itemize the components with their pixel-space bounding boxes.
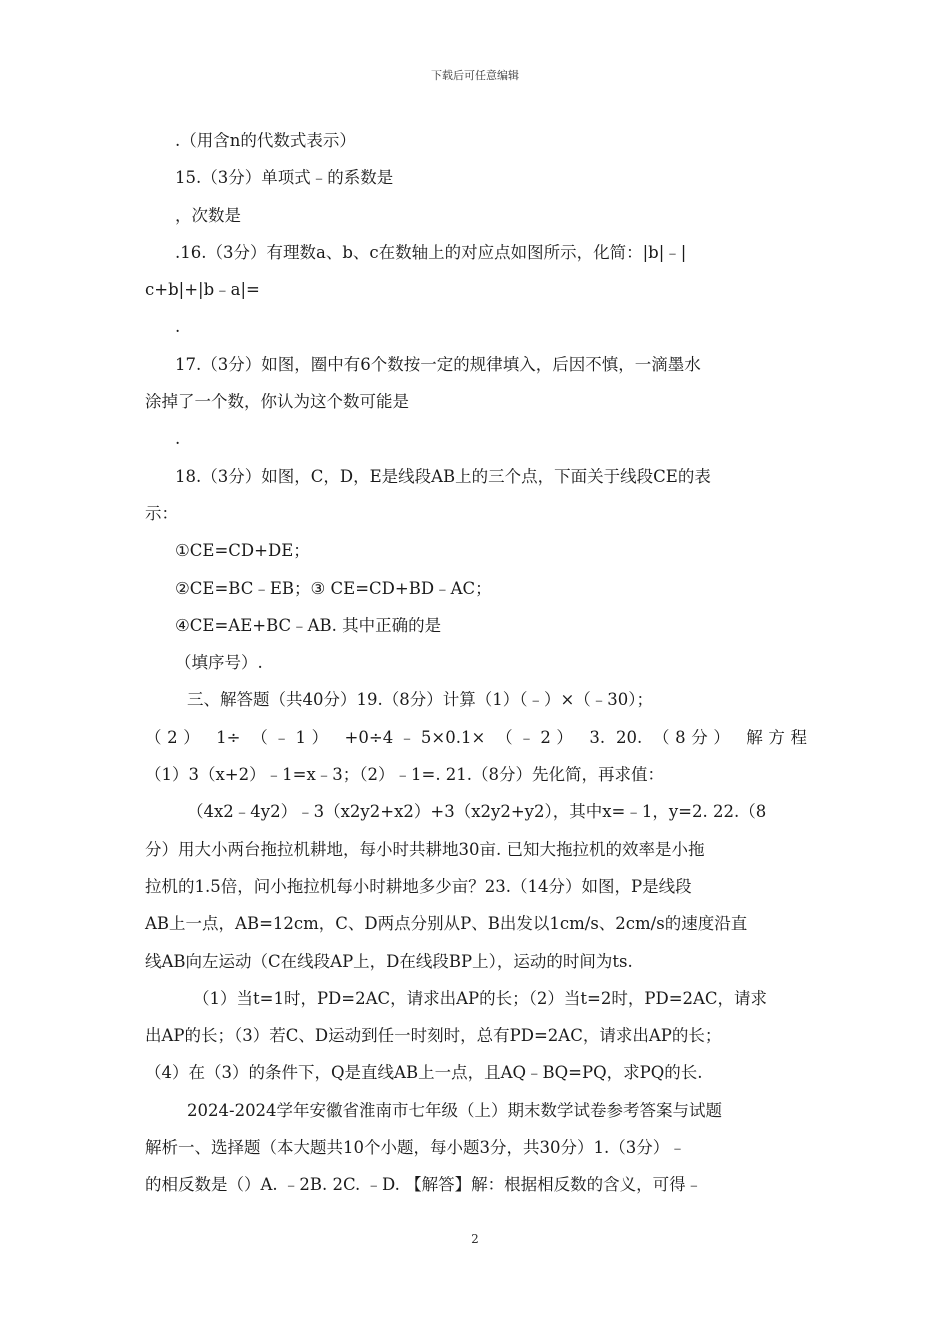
text-line: 18.（3分）如图，C，D，E是线段AB上的三个点，下面关于线段CE的表 [175,466,711,486]
text-line: 15.（3分）单项式﹣的系数是 [175,168,394,188]
text-line: 的相反数是（）A. ﹣2B. 2C. ﹣D. 【解答】解：根据相反数的含义，可得﹣ [145,1175,703,1195]
text-line: ④CE=AE+BC﹣AB. 其中正确的是 [175,615,442,635]
text-line: 示： [145,503,178,523]
text-line: AB上一点，AB=12cm，C、D两点分别从P、B出发以1cm/s、2cm/s的速度沿直 [145,914,748,934]
text-line: 分）用大小两台拖拉机耕地，每小时共耕地30亩. 已知大拖拉机的效率是小拖 [145,839,705,859]
text-line: （4）在（3）的条件下，Q是直线AB上一点，且AQ﹣BQ=PQ，求PQ的长. [145,1063,703,1083]
page-number: 2 [471,1232,479,1246]
text-line: 17.（3分）如图，圈中有6个数按一定的规律填入，后因不慎，一滴墨水 [175,354,701,374]
text-line: ②CE=BC﹣EB；③ CE=CD+BD﹣AC； [175,578,492,598]
text-line: . [175,317,181,337]
text-line: 2024-2024学年安徽省淮南市七年级（上）期末数学试卷参考答案与试题 [187,1100,723,1120]
text-line: （1）3（x+2）﹣1=x﹣3；（2）﹣1=. 21.（8分）先化简，再求值： [145,765,665,785]
text-line: ，次数是 [175,205,241,225]
text-line: .（用含n的代数式表示） [175,131,356,150]
text-line: （1）当t=1时，PD=2AC，请求出AP的长；（2）当t=2时，PD=2AC，请求 [193,988,768,1008]
document-body [145,122,807,1204]
text-line: c+b|+|b﹣a|= [145,280,260,300]
text-line: ①CE=CD+DE； [175,541,310,561]
text-line: 解析一、选择题（本大题共10个小题，每小题3分，共30分）1.（3分）﹣ [145,1138,686,1158]
text-line: . [175,429,181,449]
text-line: 拉机的1.5倍，问小拖拉机每小时耕地多少亩？23.（14分）如图，P是线段 [145,876,692,896]
text-line: 线AB向左运动（C在线段AP上，D在线段BP上），运动的时间为ts. [145,951,633,971]
text-line: （填序号）. [175,653,263,673]
text-line: （2） 1÷ （﹣1） +0÷4﹣5×0.1× （﹣2） 3. 20. （8分） 解方程 [145,727,807,747]
text-line: 出AP的长；（3）若C、D运动到任一时刻时，总有PD=2AC，请求出AP的长； [145,1026,722,1046]
text-line: （4x2﹣4y2）﹣3（x2y2+x2）+3（x2y2+y2），其中x=﹣1，y=2. 22.（8 [187,802,767,822]
text-line: 涂掉了一个数，你认为这个数可能是 [145,392,409,412]
text-line: 三、解答题（共40分）19.（8分）计算（1）（﹣）×（﹣30）； [187,690,654,710]
page-header: 下载后可任意编辑 [431,69,519,82]
text-line: .16.（3分）有理数a、b、c在数轴上的对应点如图所示，化简：|b|﹣| [175,242,687,262]
